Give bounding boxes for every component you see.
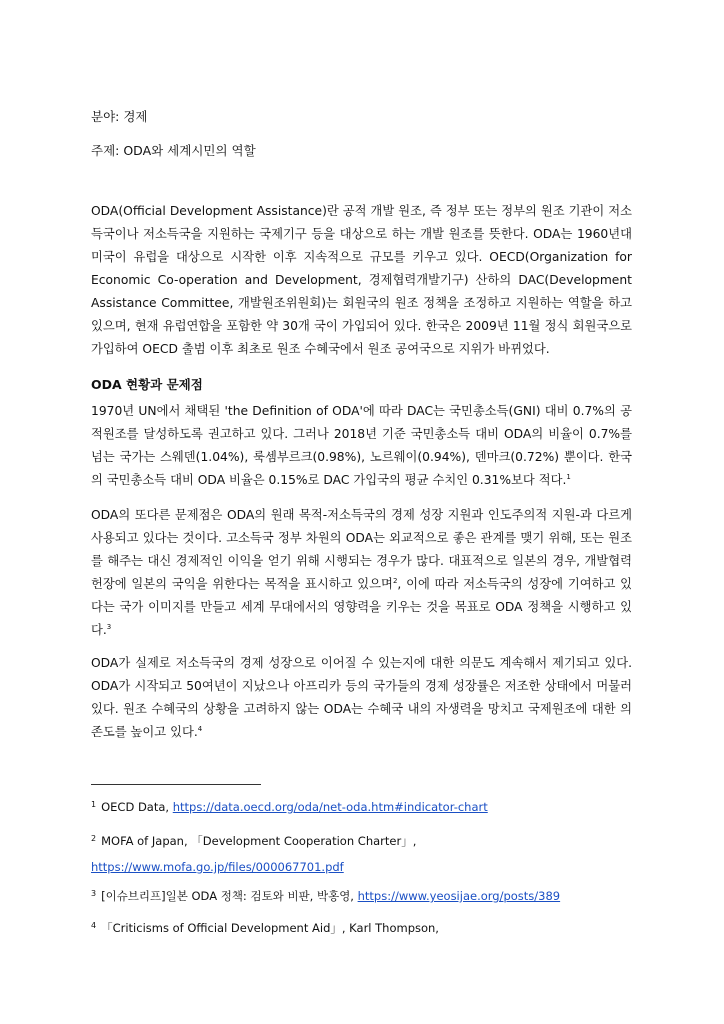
growth-text: ODA가 실제로 저소득국의 경제 성장으로 이어질 수 있는지에 대한 의문도 계속해서 제기되고 있다. ODA가 시작되고 50여년이 지났으나 아프리카 등의 국가들의 경제 성장률은 저조한 상태에서 머물러 있다. 원조 수혜국의 상황을 고려하지 않는 ODA는 수혜국 내의 자생력을 망치고 국제원조에 대한 의존도를 높이고 있다. — [91, 656, 632, 739]
footnote-2 — [91, 826, 651, 880]
footnote-ref-3[interactable]: 3 — [106, 623, 112, 631]
status-text: 1970년 UN에서 채택된 'the Definition of ODA'에 따라 DAC는 국민총소득(GNI) 대비 0.7%의 공적원조를 달성하도록 권고하고 있다. 그러나 2018년 기준 국민총소득 대비 ODA의 비율이 0.7%를 넘는 국가는 스웨덴(1.04%), 룩셈부르크(0.98%), 노르웨이(0.94%), 덴마크(0.72%) 뿐이다. 한국의 국민총소득 대비 ODA 비율은 0.15%로 DAC 가입국의 평균 수치인 0.31%보다 적다. — [91, 404, 632, 487]
footnote-number: 3 — [91, 889, 97, 898]
footnote-number: 2 — [91, 834, 97, 843]
problem-paragraph — [91, 504, 632, 642]
footnote-text: [이슈브리프]일본 ODA 정책: 검토와 비판, 박홍영, — [101, 889, 358, 903]
intro-paragraph — [91, 200, 632, 361]
footnote-link[interactable]: https://data.oecd.org/oda/net-oda.htm#indicator-chart — [172, 800, 488, 814]
footnote-1 — [91, 792, 651, 820]
problem-text-a: ODA의 또다른 문제점은 ODA의 원래 목적-저소득국의 경제 성장 지원과 인도주의적 지원-과 다르게 사용되고 있다는 것이다. 고소득국 정부 차원의 ODA는 외교적으로 좋은 관계를 맺기 위해, 또는 원조를 해주는 대신 경제적인 이익을 얻기 위해 시행되는 경우가 많다. 대표적으로 일본의 경우, 개발협력헌장에 일본의 국익을 위한다는 목적을 표시하고 있으며 — [91, 508, 632, 591]
intro-text: ODA(Official Development Assistance)란 공적 개발 원조, 즉 정부 또는 정부의 원조 기관이 저소득국이나 저소득국을 지원하는 국제기구 등을 대상으로 하는 개발 원조를 뜻한다. ODA는 1960년대 미국이 유럽을 대상으로 시작한 이후 지속적으로 규모를 키우고 있다. OECD(Organization for Economic Co-operation and Development, 경제협력개발기구) 산하의 DAC(Development Assistance Committee, 개발원조위원회)는 회원국의 원조 정책을 조정하고 지원하는 역할을 하고 있으며, 현재 유럽연합을 포함한 약 30개 국이 가입되어 있다. 한국은 2009년 11월 정식 회원국으로 가입하여 OECD 출범 이후 최초로 원조 수혜국에서 원조 공여국으로 지위가 바뀌었다. — [91, 204, 632, 356]
footnote-text: 「Criticisms of Official Development Aid」, Karl Thompson, — [101, 921, 439, 935]
footnote-text: MOFA of Japan, 「Development Cooperation Charter」, — [101, 834, 417, 848]
growth-paragraph — [91, 652, 632, 744]
footnote-text: OECD Data, — [101, 800, 173, 814]
problem-text-b: , 이에 따라 저소득국의 성장에 기여하고 있다는 국가 이미지를 만들고 세계 무대에서의 영향력을 키우는 것을 목표로 ODA 정책을 시행하고 있다. — [91, 577, 632, 637]
footnote-4 — [91, 913, 651, 941]
topic-label: 주제: ODA와 세계시민의 역할 — [91, 143, 256, 158]
footnote-ref-1[interactable]: 1 — [566, 473, 571, 481]
footnote-divider — [91, 784, 261, 785]
footnote-number: 4 — [91, 921, 97, 930]
section-heading: ODA 현황과 문제점 — [91, 377, 203, 392]
footnote-link[interactable]: https://www.mofa.go.jp/files/000067701.pdf — [91, 860, 344, 874]
status-paragraph — [91, 400, 632, 492]
field-label: 분야: 경제 — [91, 109, 148, 124]
footnote-3 — [91, 881, 651, 909]
footnote-ref-4[interactable]: 4 — [197, 725, 203, 733]
footnote-ref-2[interactable]: 2 — [392, 577, 398, 585]
footnote-link[interactable]: https://www.yeosijae.org/posts/389 — [357, 889, 561, 903]
footnote-number: 1 — [91, 800, 97, 809]
